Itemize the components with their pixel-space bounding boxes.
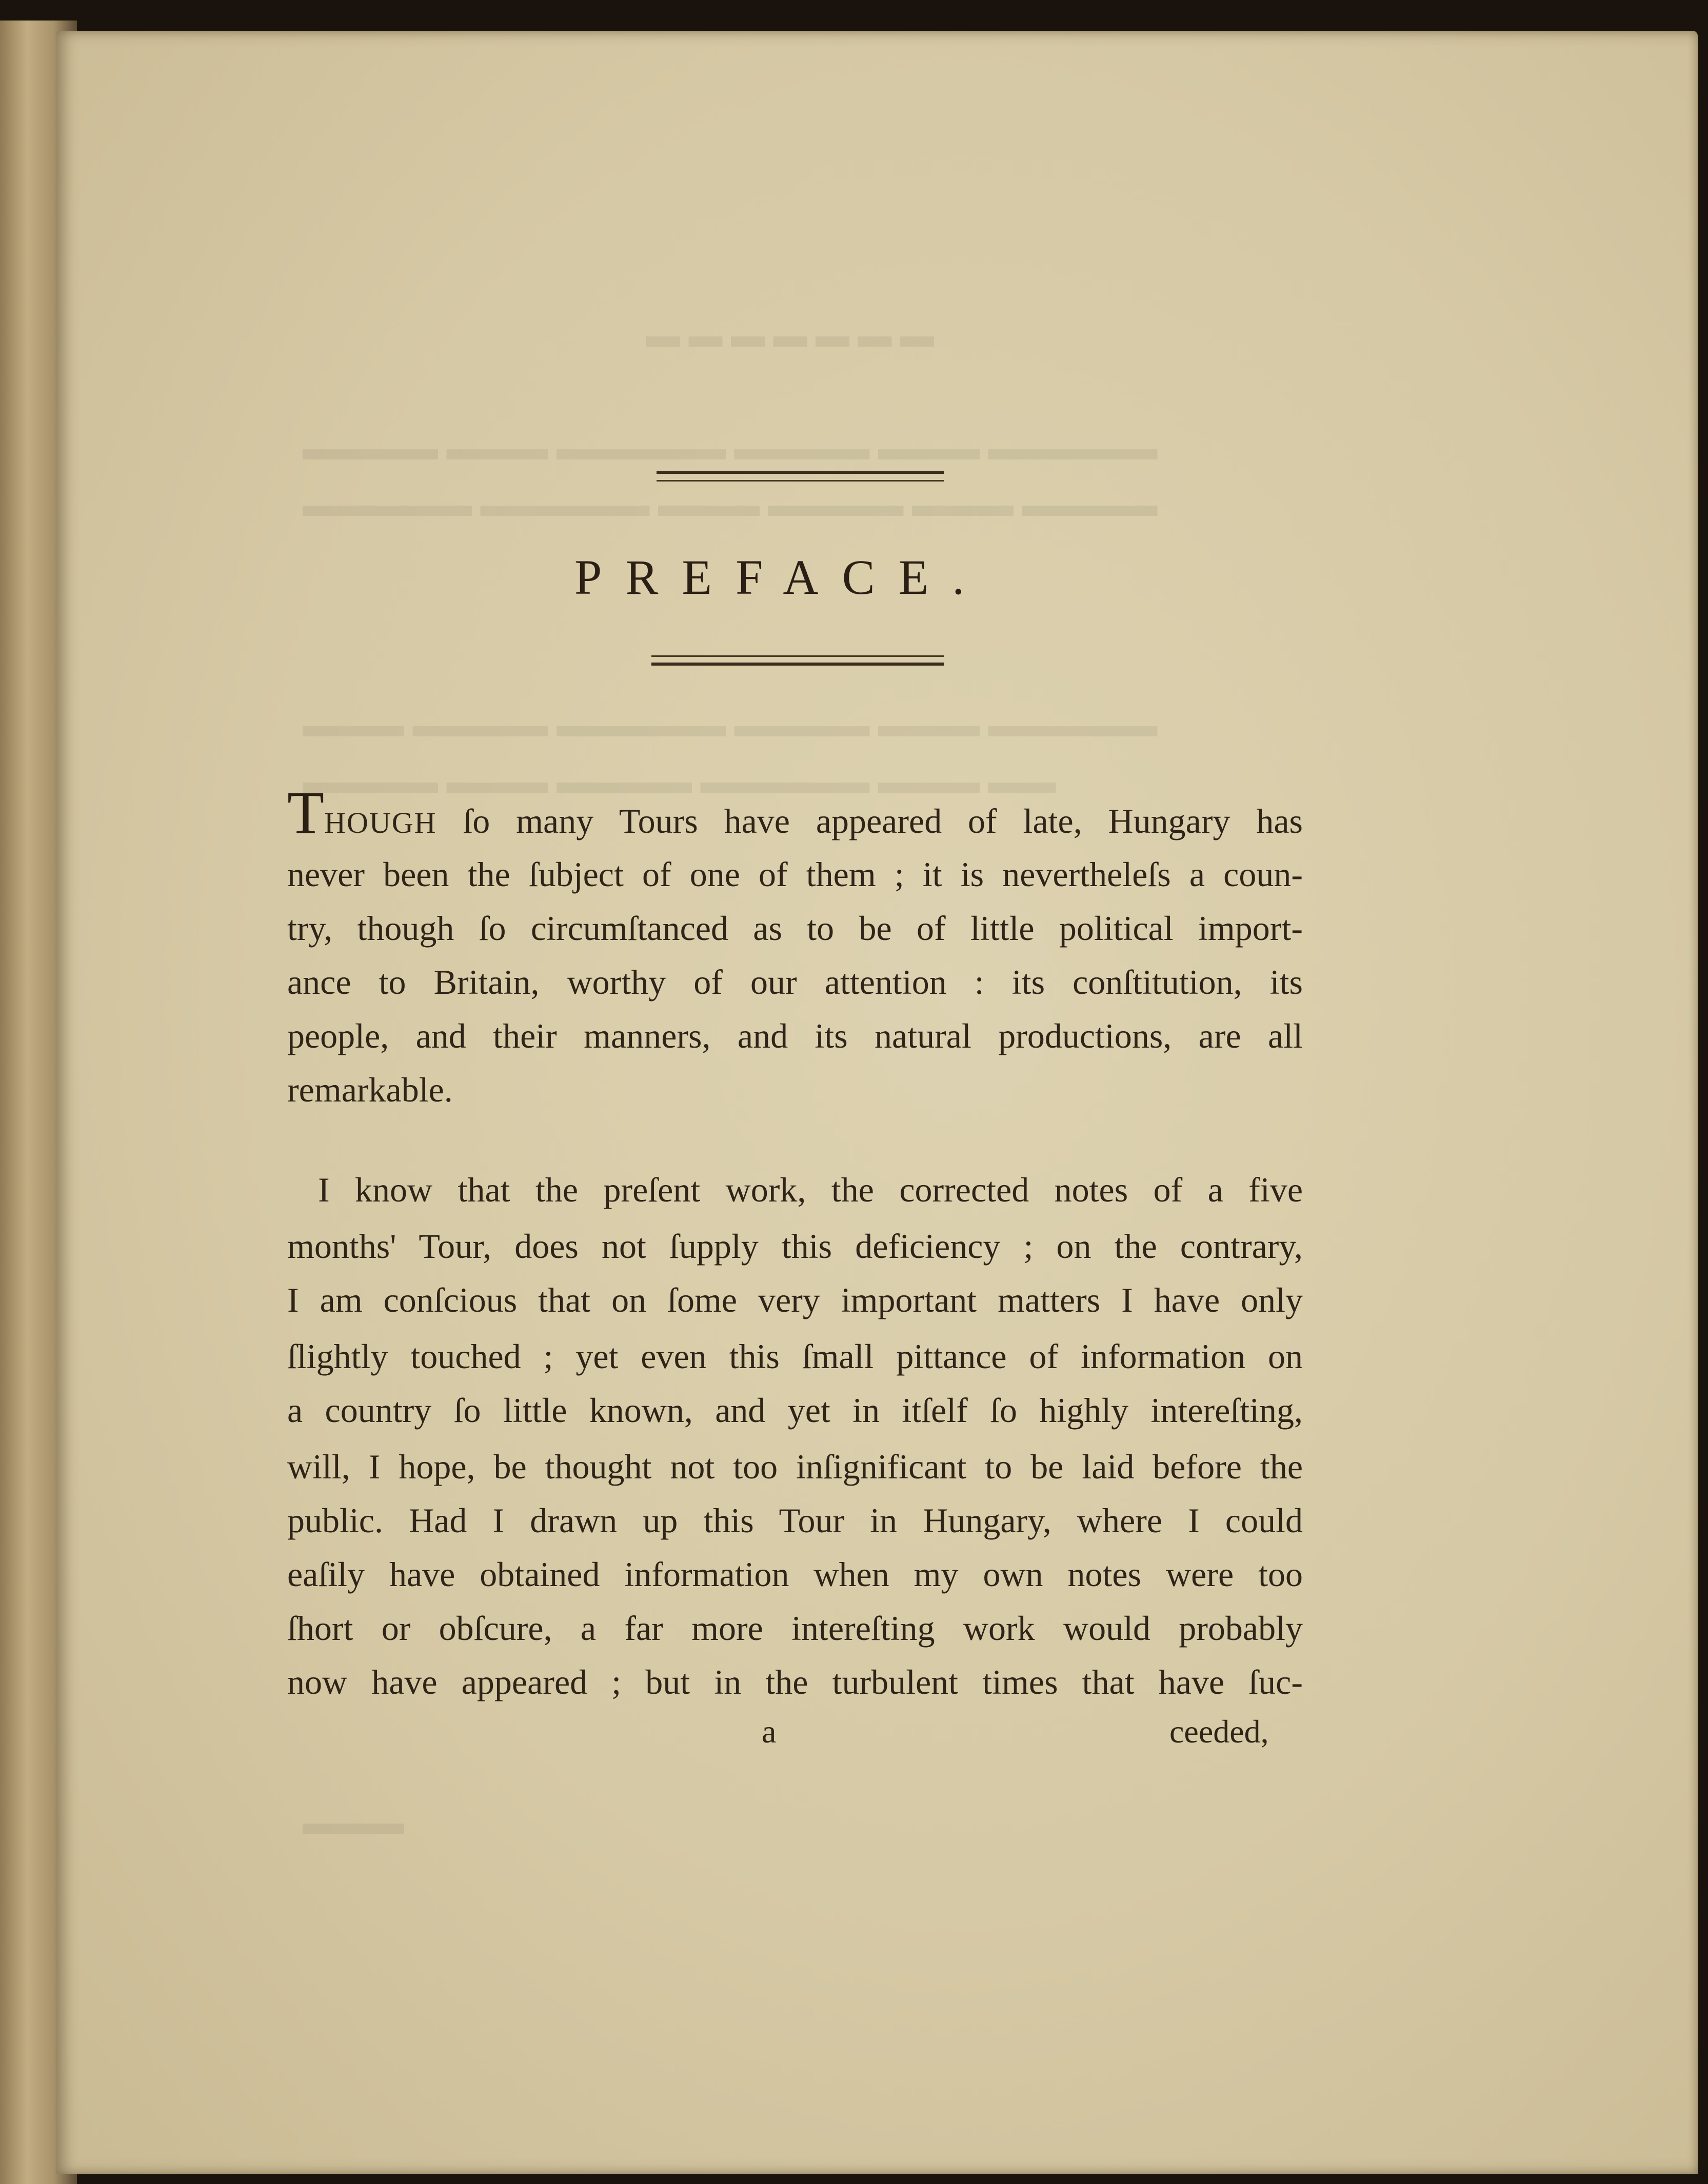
text-line: remarkable. <box>287 1070 453 1109</box>
text-line <box>287 779 1303 846</box>
title-rule-bottom-thin <box>651 655 944 657</box>
page-title: PREFACE. <box>574 550 988 605</box>
small-caps-word: HOUGH <box>324 806 437 839</box>
show-through-bleed: ▬▬▬ <box>303 1804 404 1841</box>
catchword: ceeded, <box>1169 1713 1269 1750</box>
signature-mark: a <box>762 1713 777 1750</box>
text-line: ſlightly touched ; yet even this ſmall pittance of information on <box>287 1337 1303 1376</box>
text-line: eaſily have obtained information when my own notes were too <box>287 1555 1303 1594</box>
text-line: never been the ſubject of one of them ; it is nevertheleſs a coun- <box>287 855 1303 894</box>
text-line: will, I hope, be thought not too inſignificant to be laid before the <box>287 1447 1303 1486</box>
show-through-bleed: ▬▬▬▬ ▬▬▬ ▬▬▬▬▬ ▬▬▬▬ ▬▬▬ ▬▬▬▬▬ <box>303 430 1158 467</box>
show-through-bleed: ▬▬▬ ▬▬▬▬ ▬▬▬▬▬ ▬▬▬▬ ▬▬▬ ▬▬▬▬▬ <box>303 707 1158 744</box>
show-through-bleed: ▬ ▬ ▬ ▬ ▬ ▬ ▬ <box>646 317 934 354</box>
text-line: public. Had I drawn up this Tour in Hungary, where I could <box>287 1501 1303 1540</box>
show-through-bleed: ▬▬▬▬ ▬▬▬ ▬▬▬▬ ▬▬▬▬▬ ▬▬▬ ▬▬ <box>303 763 1056 800</box>
title-rule-top-thin <box>657 480 944 482</box>
title-rule-bottom <box>651 663 944 666</box>
text-line: ance to Britain, worthy of our attention : its conſtitution, its <box>287 963 1303 1001</box>
text-line: people, and their manners, and its natural productions, are all <box>287 1016 1303 1055</box>
drop-cap: T <box>287 779 325 846</box>
text-line-rest: ſo many Tours have appeared of late, Hungary has <box>436 802 1303 840</box>
text-line: ſhort or obſcure, a far more intereſting work would probably <box>287 1609 1303 1648</box>
text-line: months' Tour, does not ſupply this deficiency ; on the contrary, <box>287 1227 1303 1266</box>
text-line: now have appeared ; but in the turbulent times that have ſuc- <box>287 1662 1303 1701</box>
text-line: I am conſcious that on ſome very important matters I have only <box>287 1280 1303 1319</box>
text-line: try, though ſo circumſtanced as to be of little political import- <box>287 909 1303 948</box>
title-rule-top <box>657 471 944 474</box>
text-line: I know that the preſent work, the corrected notes of a five <box>318 1170 1303 1209</box>
text-line: a country ſo little known, and yet in itſelf ſo highly intereſting, <box>287 1391 1303 1430</box>
show-through-bleed: ▬▬▬▬▬ ▬▬▬▬▬ ▬▬▬ ▬▬▬▬ ▬▬▬ ▬▬▬▬ <box>303 486 1158 524</box>
